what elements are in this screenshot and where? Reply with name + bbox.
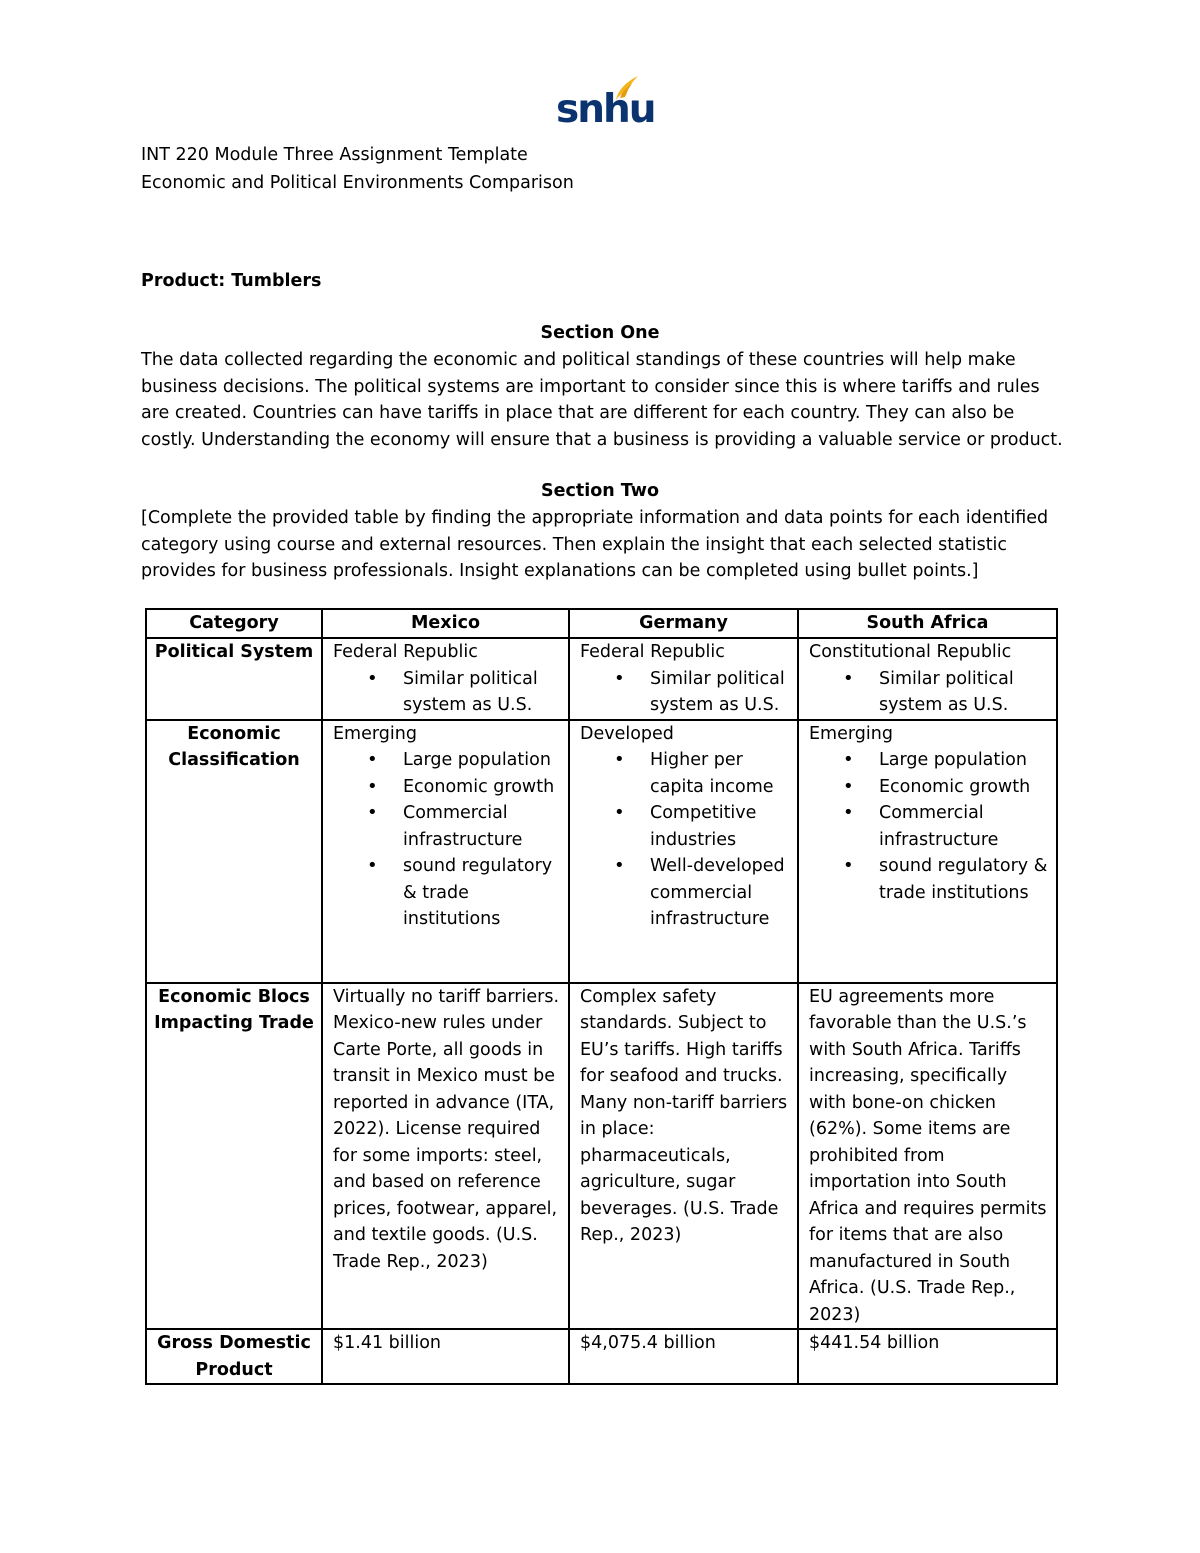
bullet-item: • Similar political system as U.S.: [650, 666, 789, 719]
mexico-cell: [322, 720, 569, 983]
mexico-cell: Virtually no tariff barriers. Mexico-new rules under Carte Porte, all goods in transit in Mexico must be reported in advance (ITA, 2022). License required for some imports: steel, and based on reference prices, footwear, apparel, and textile goods. (U.S. Trade Rep., 2023): [322, 983, 569, 1330]
mexico-cell: $1.41 billion: [322, 1329, 569, 1384]
cell-text: Federal Republic: [333, 642, 478, 662]
bullet-item: • Large population: [403, 747, 560, 774]
bullet-list: [580, 747, 789, 933]
table-row-economic-classification: [146, 720, 1057, 983]
header-germany: Germany: [569, 609, 798, 638]
header-category: Category: [146, 609, 322, 638]
table-row-gdp: [146, 1329, 1057, 1384]
bullet-item: • Well-developed commercial infrastructure: [650, 853, 789, 933]
south-africa-cell: EU agreements more favorable than the U.S.’s with South Africa. Tariffs increasing, specifically with bone-on chicken (62%). Some items are prohibited from importation into South Africa and requires permits for items that are also manufactured in South Africa. (U.S. Trade Rep., 2023): [798, 983, 1057, 1330]
table-row-political-system: [146, 638, 1057, 720]
south-africa-cell: $441.54 billion: [798, 1329, 1057, 1384]
bullet-list: [809, 666, 1048, 719]
cell-text: Emerging: [333, 723, 417, 744]
bullet-item: • Commercial infrastructure: [403, 800, 560, 853]
section-one-body: The data collected regarding the economic and political standings of these countries will help make business decisions. The political systems are important to consider since this is where tariffs and rules are created. Countries can have tariffs in place that are different for each country. They can also be costly. Understanding the economy will ensure that a business is providing a valuable service or product.: [141, 350, 1063, 450]
bullet-item: • Similar political system as U.S.: [403, 666, 560, 719]
south-africa-cell: [798, 638, 1057, 720]
product-label: Product: Tumblers: [141, 271, 322, 291]
bullet-list: [809, 747, 1048, 906]
logo-wordmark: snhu: [556, 87, 655, 132]
assignment-title: INT 220 Module Three Assignment Template: [141, 145, 528, 165]
germany-cell: Complex safety standards. Subject to EU’s tariffs. High tariffs for seafood and trucks. Many non-tariff barriers in place: pharmaceuticals, agriculture, sugar beverages. (U.S. Trade Rep., 2023): [569, 983, 798, 1330]
section-one-title: Section One: [540, 323, 660, 343]
germany-cell: $4,075.4 billion: [569, 1329, 798, 1384]
section-two-title: Section Two: [541, 481, 659, 501]
bullet-list: [333, 747, 560, 933]
category-cell: Economic Classification: [146, 720, 322, 983]
category-cell: Economic Blocs Impacting Trade: [146, 983, 322, 1330]
cell-text: Constitutional Republic: [809, 642, 1012, 662]
mexico-cell: [322, 638, 569, 720]
comparison-table: [145, 608, 1058, 1385]
cell-text: Developed: [580, 723, 674, 744]
bullet-item: • Large population: [879, 747, 1048, 774]
bullet-item: • Higher per capita income: [650, 747, 789, 800]
section-two-body: [Complete the provided table by finding the appropriate information and data points for each identified category using course and external resources. Then explain the insight that each selected statistic provides for business professionals. Insight explanations can be completed using bullet points.]: [141, 508, 1049, 581]
cell-text: Federal Republic: [580, 642, 725, 662]
bullet-item: • Economic growth: [879, 774, 1048, 801]
germany-cell: [569, 638, 798, 720]
header-south-africa: South Africa: [798, 609, 1057, 638]
category-cell: Political System: [146, 638, 322, 720]
bullet-item: • Similar political system as U.S.: [879, 666, 1048, 719]
snhu-logo: [556, 74, 655, 134]
bullet-item: • sound regulatory & trade institutions: [403, 853, 560, 933]
category-cell: Gross Domestic Product: [146, 1329, 322, 1384]
cell-text: Emerging: [809, 723, 893, 744]
bullet-item: • sound regulatory & trade institutions: [879, 853, 1048, 906]
bullet-item: • Economic growth: [403, 774, 560, 801]
table-row-economic-blocs: [146, 983, 1057, 1330]
table-header-row: [146, 609, 1057, 638]
south-africa-cell: [798, 720, 1057, 983]
germany-cell: [569, 720, 798, 983]
bullet-list: [333, 666, 560, 719]
bullet-list: [580, 666, 789, 719]
header-mexico: Mexico: [322, 609, 569, 638]
assignment-subtitle: Economic and Political Environments Comparison: [141, 173, 574, 193]
bullet-item: • Commercial infrastructure: [879, 800, 1048, 853]
bullet-item: • Competitive industries: [650, 800, 789, 853]
